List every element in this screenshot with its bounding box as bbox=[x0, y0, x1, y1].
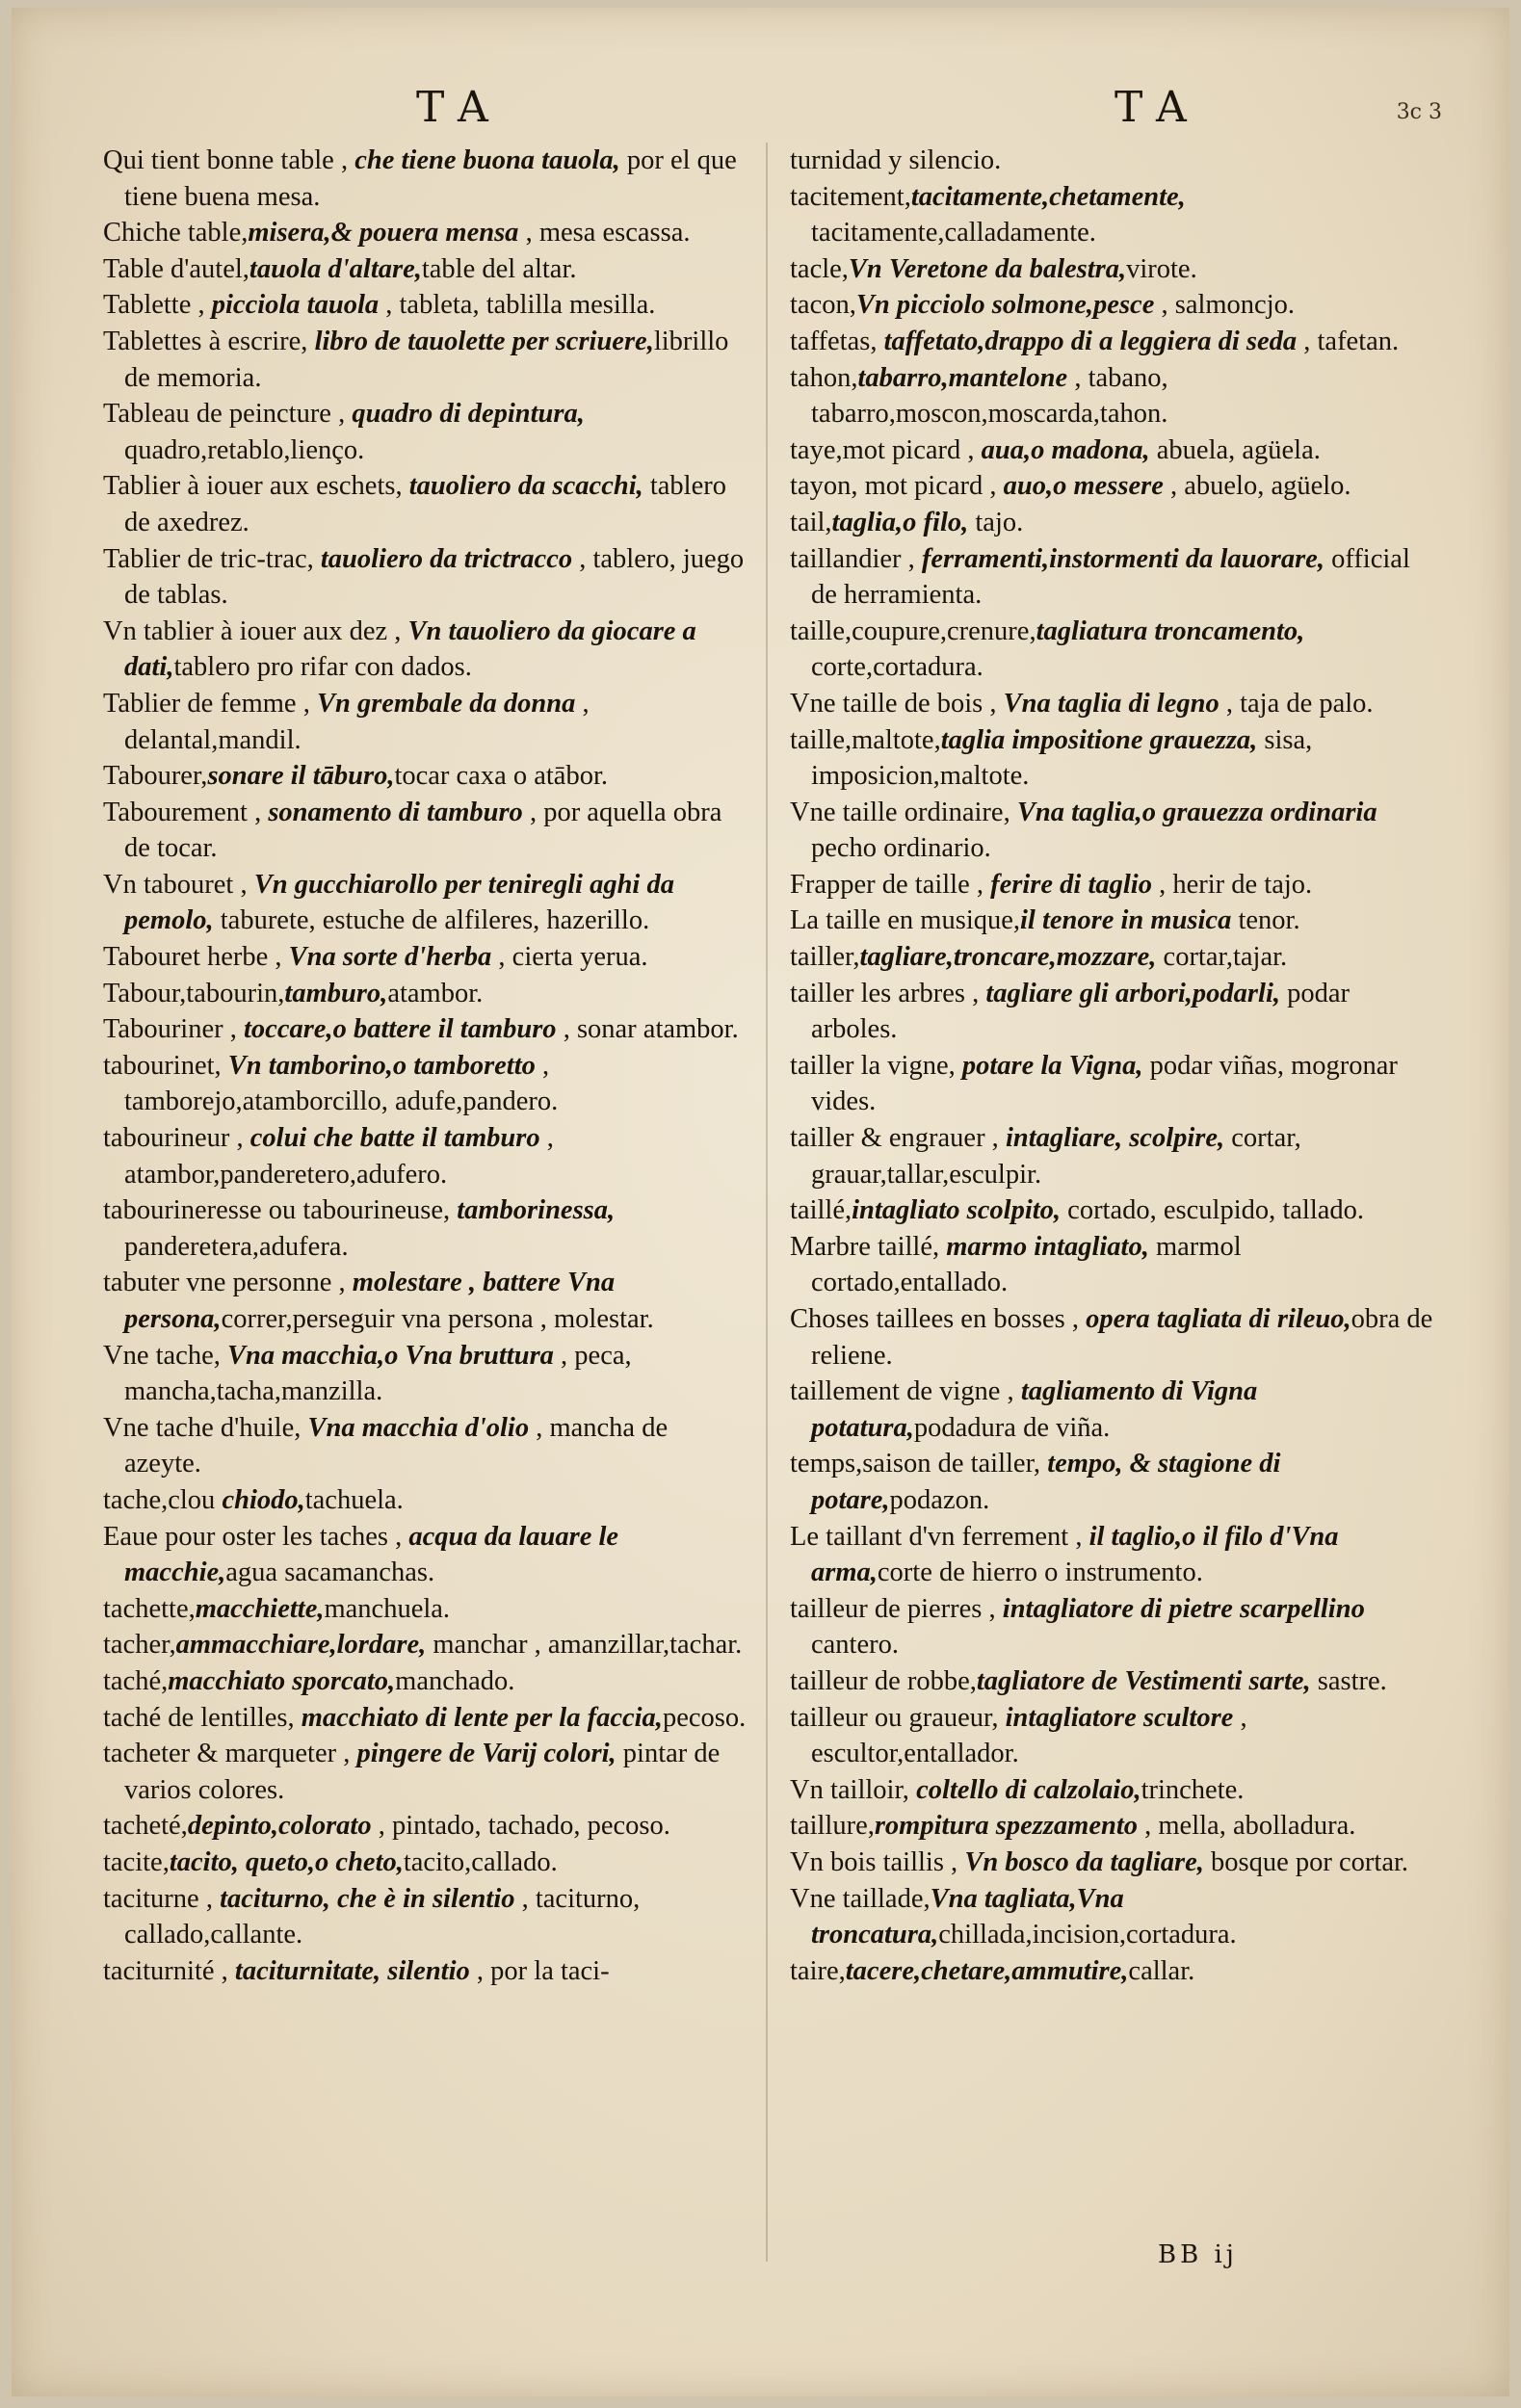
dictionary-entry bbox=[790, 1120, 1435, 1192]
entry-french: Vne tache d'huile, bbox=[103, 1412, 308, 1443]
entry-italian: rompitura spezzamento bbox=[874, 1811, 1139, 1842]
entry-spanish: agua sacamanchas. bbox=[225, 1557, 435, 1588]
entry-italian: tauoliero da scacchi, bbox=[408, 471, 643, 502]
entry-italian: sonamento di tamburo bbox=[268, 797, 523, 827]
entry-french: tacheté, bbox=[103, 1811, 188, 1842]
entry-italian: aua,o madona, bbox=[981, 434, 1150, 465]
entry-italian: opera tagliata di rileuo, bbox=[1086, 1304, 1351, 1334]
entry-french: Vne taillade, bbox=[790, 1883, 931, 1914]
entry-spanish: librillo de memoria. bbox=[124, 326, 729, 393]
entry-spanish: virote. bbox=[1126, 253, 1197, 284]
entry-french: taché, bbox=[103, 1665, 169, 1696]
entry-french: tacheter & marqueter , bbox=[103, 1739, 357, 1769]
dictionary-page bbox=[12, 8, 1509, 2396]
entry-spanish: pecoso. bbox=[662, 1702, 747, 1733]
entry-italian: sonare il tāburo, bbox=[207, 761, 395, 792]
entry-spanish: tocar caxa o atābor. bbox=[394, 761, 608, 792]
entry-spanish: cortar, grauar,tallar,esculpir. bbox=[811, 1123, 1301, 1190]
entry-spanish: , tamborejo,atamborcillo, adufe,pandero. bbox=[124, 1050, 559, 1117]
entry-french: Vn tabouret , bbox=[103, 869, 254, 900]
entry-italian: auo,o messere bbox=[1003, 471, 1164, 502]
entry-spanish: abuela, agüela. bbox=[1149, 434, 1321, 465]
entry-french: taille,coupure,crenure, bbox=[790, 615, 1036, 646]
dictionary-entry bbox=[103, 324, 748, 396]
signature-mark: BB ij bbox=[1158, 2240, 1238, 2269]
entry-spanish: , por la taci- bbox=[469, 1955, 610, 1986]
entry-french: tabuter vne personne , bbox=[103, 1268, 353, 1298]
dictionary-entry bbox=[103, 1845, 748, 1881]
entry-french: Tabouriner , bbox=[103, 1014, 244, 1045]
entry-spanish: , delantal,mandil. bbox=[124, 688, 590, 755]
entry-italian: tagliatore de Vestimenti sarte, bbox=[976, 1665, 1311, 1696]
entry-french: taillure, bbox=[790, 1811, 875, 1842]
entry-spanish: tajo. bbox=[968, 507, 1024, 537]
entry-spanish: , salmoncjo. bbox=[1154, 290, 1296, 321]
entry-french: Tabourer, bbox=[103, 761, 208, 792]
dictionary-entry bbox=[790, 1663, 1435, 1700]
entry-french: Vne taille ordinaire, bbox=[790, 797, 1017, 827]
entry-spanish: , taciturno, callado,callante. bbox=[124, 1883, 641, 1950]
entry-french: tacon, bbox=[790, 290, 856, 321]
entry-spanish: obra de reliene. bbox=[811, 1304, 1433, 1371]
entry-french: Tablettes à escrire, bbox=[103, 326, 315, 356]
entry-french: tahon, bbox=[790, 362, 858, 393]
entry-french: taché de lentilles, bbox=[103, 1702, 302, 1733]
entry-french: Vn tailloir, bbox=[790, 1774, 917, 1805]
entry-italian: intagliatore di pietre scarpellino bbox=[1002, 1593, 1365, 1624]
entry-spanish: podar arboles. bbox=[811, 978, 1351, 1045]
dictionary-entry bbox=[103, 867, 748, 939]
dictionary-entry bbox=[103, 1011, 748, 1048]
entry-french: Marbre taillé, bbox=[790, 1231, 947, 1262]
entry-spanish: cortar,tajar. bbox=[1156, 942, 1288, 973]
entry-french: Vn tablier à iouer aux dez , bbox=[103, 615, 408, 646]
entry-italian: Vn gucchiarollo per teniregli aghi da pemolo, bbox=[124, 869, 674, 936]
entry-italian: taciturno, che è in silentio bbox=[220, 1883, 515, 1914]
entry-french: taillement de vigne , bbox=[790, 1376, 1021, 1407]
entry-italian: tempo, & stagione di potare, bbox=[811, 1449, 1281, 1515]
entry-italian: Vn tamborino,o tamboretto bbox=[227, 1050, 536, 1081]
entry-french: tacitement, bbox=[790, 181, 911, 212]
entry-spanish: , escultor,entallador. bbox=[811, 1702, 1247, 1769]
entry-spanish: taburete, estuche de alfileres, hazerillo. bbox=[213, 905, 650, 936]
entry-italian: macchiato di lente per la faccia, bbox=[301, 1702, 663, 1733]
dictionary-entry bbox=[103, 1881, 748, 1953]
entry-spanish: atambor. bbox=[387, 978, 484, 1008]
entry-spanish: tablero pro rifar con dados. bbox=[173, 652, 472, 683]
dictionary-entry bbox=[790, 867, 1435, 903]
entry-french: Vn bois taillis , bbox=[790, 1846, 965, 1877]
entry-french: tailleur de pierres , bbox=[790, 1593, 1003, 1624]
entry-italian: pingere de Varij colori, bbox=[356, 1739, 616, 1769]
entry-italian: tabarro,mantelone bbox=[857, 362, 1068, 393]
dictionary-entry bbox=[790, 1374, 1435, 1446]
entry-french: Le taillant d'vn ferrement , bbox=[790, 1521, 1089, 1552]
entry-italian: tauoliero da trictracco bbox=[320, 543, 573, 574]
entry-french: Qui tient bonne table , bbox=[103, 145, 355, 175]
entry-italian: picciola tauola bbox=[211, 290, 380, 321]
entry-italian: Vn tauoliero da giocare a dati, bbox=[124, 615, 696, 683]
dictionary-entry bbox=[103, 1482, 748, 1519]
dictionary-entry bbox=[790, 505, 1435, 541]
dictionary-entry bbox=[103, 795, 748, 867]
dictionary-entry bbox=[790, 324, 1435, 360]
entry-italian: tagliare,troncare,mozzare, bbox=[859, 942, 1157, 973]
entry-french: Eaue pour oster les taches , bbox=[103, 1521, 409, 1552]
entry-french: tachette, bbox=[103, 1593, 196, 1624]
dictionary-entry bbox=[103, 1410, 748, 1482]
entry-french: Tablier à iouer aux eschets, bbox=[103, 471, 409, 502]
dictionary-entry bbox=[790, 976, 1435, 1048]
entry-spanish: corte,cortadura. bbox=[811, 652, 983, 683]
entry-french: taillandier , bbox=[790, 543, 922, 574]
entry-french: tailler la vigne, bbox=[790, 1050, 962, 1081]
entry-french: Tablier de tric-trac, bbox=[103, 543, 321, 574]
dictionary-entry bbox=[103, 287, 748, 324]
dictionary-entry bbox=[103, 468, 748, 540]
dictionary-entry bbox=[790, 722, 1435, 795]
entry-spanish: quadro,retablo,lienço. bbox=[124, 434, 365, 465]
entry-italian: tagliatura troncamento, bbox=[1036, 615, 1305, 646]
entry-spanish: , mesa escassa. bbox=[518, 218, 691, 249]
dictionary-entry bbox=[790, 939, 1435, 976]
entry-french: tailler & engrauer , bbox=[790, 1123, 1006, 1154]
entry-italian: tacitamente,chetamente, bbox=[910, 181, 1186, 212]
entry-italian: toccare,o battere il tamburo bbox=[244, 1014, 557, 1045]
entry-spanish: trinchete. bbox=[1141, 1774, 1245, 1805]
entry-spanish: tacito,callado. bbox=[403, 1846, 558, 1877]
entry-spanish: cortado, esculpido, tallado. bbox=[1061, 1195, 1365, 1226]
dictionary-entry bbox=[790, 686, 1435, 722]
dictionary-entry bbox=[103, 1265, 748, 1337]
entry-spanish: , tablero, juego de tablas. bbox=[124, 543, 745, 611]
entry-spanish: , herir de tajo. bbox=[1151, 869, 1313, 900]
entry-spanish: , mancha de azeyte. bbox=[124, 1412, 669, 1479]
entry-spanish: , atambor,panderetero,adufero. bbox=[124, 1123, 554, 1190]
left-column bbox=[103, 143, 748, 1989]
dictionary-entry bbox=[103, 143, 748, 215]
entry-italian: Vna macchia,o Vna bruttura bbox=[226, 1340, 554, 1371]
entry-spanish: , tafetan. bbox=[1297, 326, 1400, 356]
entry-french: Vne tache, bbox=[103, 1340, 227, 1371]
dictionary-entry bbox=[790, 1953, 1435, 1990]
dictionary-entry bbox=[790, 1845, 1435, 1881]
entry-french: tacite, bbox=[103, 1846, 170, 1877]
entry-spanish: callar. bbox=[1128, 1955, 1195, 1986]
entry-italian: Vna sorte d'herba bbox=[288, 942, 492, 973]
dictionary-entry bbox=[790, 1301, 1435, 1374]
entry-french: taciturne , bbox=[103, 1883, 221, 1914]
entry-spanish: por el que tiene buena mesa. bbox=[124, 145, 737, 212]
entry-french: taire, bbox=[790, 1955, 846, 1986]
entry-spanish: pecho ordinario. bbox=[811, 833, 991, 864]
dictionary-entry bbox=[103, 1192, 748, 1265]
entry-spanish: chillada,incision,cortadura. bbox=[938, 1920, 1237, 1950]
entry-spanish: panderetera,adufera. bbox=[124, 1231, 349, 1262]
entry-spanish: manchado. bbox=[395, 1665, 515, 1696]
entry-italian: quadro di depintura, bbox=[352, 399, 585, 430]
entry-italian: taglia,o filo, bbox=[831, 507, 969, 537]
page-number: 3c 3 bbox=[1396, 100, 1442, 124]
entry-italian: Vn bosco da tagliare, bbox=[964, 1846, 1204, 1877]
entry-french: Frapper de taille , bbox=[790, 869, 991, 900]
running-head-right: TA bbox=[1115, 83, 1202, 132]
column-divider bbox=[766, 143, 768, 2262]
entry-spanish: tablero de axedrez. bbox=[124, 471, 726, 537]
entry-italian: libro de tauolette per scriuere, bbox=[314, 326, 654, 356]
entry-french: temps,saison de tailler, bbox=[790, 1449, 1048, 1479]
dictionary-entry bbox=[790, 287, 1435, 324]
entry-italian: Vna tagliata,Vna troncatura, bbox=[811, 1883, 1124, 1950]
entry-french: taffetas, bbox=[790, 326, 884, 356]
dictionary-entry bbox=[790, 468, 1435, 505]
dictionary-entry bbox=[790, 1881, 1435, 1953]
entry-french: tailler, bbox=[790, 942, 860, 973]
dictionary-entry bbox=[103, 251, 748, 288]
entry-french: La taille en musique, bbox=[790, 905, 1021, 936]
entry-french: turnidad y silencio. bbox=[790, 145, 1002, 175]
entry-spanish: corte de hierro o instrumento. bbox=[877, 1557, 1203, 1588]
right-column bbox=[790, 143, 1435, 1989]
entry-italian: Vna taglia,o grauezza ordinaria bbox=[1016, 797, 1377, 827]
entry-spanish: podazon. bbox=[889, 1484, 990, 1515]
entry-french: tayon, mot picard , bbox=[790, 471, 1004, 502]
entry-spanish: pintar de varios colores. bbox=[124, 1739, 721, 1805]
entry-italian: il tenore in musica bbox=[1020, 905, 1232, 936]
entry-spanish: podadura de viña. bbox=[913, 1412, 1111, 1443]
entry-italian: ferire di taglio bbox=[990, 869, 1152, 900]
entry-italian: tamborinessa, bbox=[457, 1195, 616, 1226]
entry-french: Tableau de peincture , bbox=[103, 399, 353, 430]
dictionary-entry bbox=[103, 1953, 748, 1990]
dictionary-entry bbox=[790, 1591, 1435, 1663]
dictionary-entry bbox=[790, 360, 1435, 432]
entry-french: tabourinet, bbox=[103, 1050, 228, 1081]
entry-french: taciturnité , bbox=[103, 1955, 235, 1986]
entry-spanish: manchar , amanzillar,tachar. bbox=[426, 1630, 743, 1661]
entry-italian: Vn Veretone da balestra, bbox=[848, 253, 1127, 284]
entry-spanish: podar viñas, mogronar vides. bbox=[811, 1050, 1398, 1117]
entry-italian: marmo intagliato, bbox=[946, 1231, 1149, 1262]
entry-french: Tablette , bbox=[103, 290, 212, 321]
entry-spanish: tenor. bbox=[1231, 905, 1300, 936]
entry-spanish: official de herramienta. bbox=[811, 543, 1410, 611]
entry-italian: acqua da lauare le macchie, bbox=[124, 1521, 619, 1588]
dictionary-entry bbox=[103, 614, 748, 686]
entry-italian: macchiette, bbox=[195, 1593, 325, 1624]
entry-french: Tablier de femme , bbox=[103, 688, 317, 719]
entry-spanish: table del altar. bbox=[421, 253, 577, 284]
entry-italian: Vna taglia di legno bbox=[1003, 688, 1219, 719]
entry-italian: coltello di calzolaio, bbox=[916, 1774, 1141, 1805]
entry-french: tache,clou bbox=[103, 1484, 223, 1515]
dictionary-entry bbox=[790, 432, 1435, 469]
entry-spanish: , mella, abolladura. bbox=[1138, 1811, 1356, 1842]
dictionary-entry bbox=[103, 1591, 748, 1628]
entry-italian: tamburo, bbox=[284, 978, 388, 1008]
dictionary-entry bbox=[103, 1627, 748, 1663]
entry-italian: taglia impositione grauezza, bbox=[940, 724, 1258, 755]
entry-spanish: sisa, imposicion,maltote. bbox=[811, 724, 1313, 792]
entry-italian: depinto,colorato bbox=[187, 1811, 372, 1842]
entry-french: taye,mot picard , bbox=[790, 434, 982, 465]
dictionary-entry bbox=[103, 976, 748, 1012]
dictionary-entry bbox=[103, 1736, 748, 1808]
entry-italian: macchiato sporcato, bbox=[168, 1665, 396, 1696]
entry-italian: chiodo, bbox=[222, 1484, 305, 1515]
entry-spanish: , pintado, tachado, pecoso. bbox=[371, 1811, 670, 1842]
entry-french: tailleur ou graueur, bbox=[790, 1702, 1006, 1733]
entry-italian: intagliatore scultore bbox=[1005, 1702, 1234, 1733]
dictionary-entry bbox=[790, 1772, 1435, 1809]
entry-french: tailler les arbres , bbox=[790, 978, 986, 1008]
entry-spanish: correr,perseguir vna persona , molestar. bbox=[221, 1304, 654, 1334]
entry-italian: ammacchiare,lordare, bbox=[175, 1630, 427, 1661]
entry-french: Choses taillees en bosses , bbox=[790, 1304, 1087, 1334]
entry-french: tail, bbox=[790, 507, 832, 537]
entry-spanish: tacitamente,calladamente. bbox=[811, 218, 1096, 249]
dictionary-entry bbox=[790, 143, 1435, 179]
dictionary-entry bbox=[790, 541, 1435, 614]
entry-french: taille,maltote, bbox=[790, 724, 941, 755]
dictionary-entry bbox=[103, 1120, 748, 1192]
entry-french: tacle, bbox=[790, 253, 849, 284]
entry-french: Chiche table, bbox=[103, 218, 249, 249]
entry-italian: taffetato,drappo di a leggiera di seda bbox=[883, 326, 1298, 356]
dictionary-entry bbox=[103, 1338, 748, 1410]
dictionary-entry bbox=[103, 686, 748, 758]
entry-spanish: marmol cortado,entallado. bbox=[811, 1231, 1242, 1298]
dictionary-entry bbox=[103, 1663, 748, 1700]
dictionary-entry bbox=[790, 1808, 1435, 1845]
entry-french: Tabouret herbe , bbox=[103, 942, 289, 973]
entry-spanish: cantero. bbox=[811, 1630, 899, 1661]
entry-italian: tauola d'altare, bbox=[249, 253, 422, 284]
entry-french: tacher, bbox=[103, 1630, 176, 1661]
entry-french: Vne taille de bois , bbox=[790, 688, 1004, 719]
entry-spanish: , taja de palo. bbox=[1219, 688, 1374, 719]
entry-french: tailleur de robbe, bbox=[790, 1665, 977, 1696]
entry-spanish: , cierta yerua. bbox=[491, 942, 648, 973]
dictionary-entry bbox=[790, 795, 1435, 867]
dictionary-entry bbox=[103, 1808, 748, 1845]
dictionary-entry bbox=[790, 1048, 1435, 1120]
dictionary-entry bbox=[790, 614, 1435, 686]
entry-french: taillé, bbox=[790, 1195, 852, 1226]
entry-italian: tagliamento di Vigna potatura, bbox=[811, 1376, 1258, 1443]
entry-italian: il taglio,o il filo d'Vna arma, bbox=[811, 1521, 1339, 1588]
entry-italian: tagliare gli arbori,podarli, bbox=[985, 978, 1280, 1008]
entry-spanish: , peca, mancha,tacha,manzilla. bbox=[124, 1340, 632, 1407]
dictionary-entry bbox=[103, 1700, 748, 1737]
entry-italian: potare la Vigna, bbox=[961, 1050, 1143, 1081]
dictionary-entry bbox=[103, 939, 748, 976]
dictionary-entry bbox=[103, 541, 748, 614]
entry-italian: tacere,chetare,ammutire, bbox=[845, 1955, 1129, 1986]
entry-spanish: , tabano, tabarro,moscon,moscarda,tahon. bbox=[811, 362, 1168, 430]
dictionary-entry bbox=[103, 396, 748, 468]
entry-italian: taciturnitate, silentio bbox=[234, 1955, 470, 1986]
entry-spanish: , por aquella obra de tocar. bbox=[124, 797, 722, 864]
entry-italian: intagliare, scolpire, bbox=[1005, 1123, 1225, 1154]
entry-italian: colui che batte il tamburo bbox=[249, 1123, 540, 1154]
dictionary-entry bbox=[790, 1700, 1435, 1772]
entry-italian: tacito, queto,o cheto, bbox=[169, 1846, 404, 1877]
entry-italian: molestare , battere Vna persona, bbox=[124, 1268, 616, 1334]
entry-french: Tabourement , bbox=[103, 797, 269, 827]
entry-french: Table d'autel, bbox=[103, 253, 249, 284]
dictionary-entry bbox=[790, 179, 1435, 251]
dictionary-entry bbox=[103, 215, 748, 251]
entry-spanish: , abuelo, agüelo. bbox=[1163, 471, 1351, 502]
entry-italian: Vna macchia d'olio bbox=[307, 1412, 530, 1443]
entry-spanish: tachuela. bbox=[304, 1484, 404, 1515]
entry-italian: intagliato scolpito, bbox=[852, 1195, 1062, 1226]
entry-italian: Vn picciolo solmone,pesce bbox=[855, 290, 1155, 321]
entry-italian: ferramenti,instormenti da lauorare, bbox=[921, 543, 1324, 574]
entry-spanish: sastre. bbox=[1310, 1665, 1387, 1696]
entry-spanish: , tableta, tablilla mesilla. bbox=[379, 290, 656, 321]
entry-italian: Vn grembale da donna bbox=[316, 688, 576, 719]
dictionary-entry bbox=[103, 758, 748, 795]
dictionary-entry bbox=[790, 1446, 1435, 1518]
running-head-left: TA bbox=[416, 83, 504, 132]
entry-spanish: bosque por cortar. bbox=[1203, 1846, 1409, 1877]
entry-italian: misera,& pouera mensa bbox=[248, 218, 519, 249]
dictionary-entry bbox=[790, 251, 1435, 288]
entry-spanish: manchuela. bbox=[324, 1593, 451, 1624]
dictionary-entry bbox=[790, 1229, 1435, 1301]
dictionary-entry bbox=[103, 1048, 748, 1120]
dictionary-entry bbox=[103, 1519, 748, 1591]
dictionary-entry bbox=[790, 1519, 1435, 1591]
entry-spanish: , sonar atambor. bbox=[556, 1014, 739, 1045]
entry-french: Tabour,tabourin, bbox=[103, 978, 285, 1008]
dictionary-entry bbox=[790, 903, 1435, 939]
entry-italian: che tiene buona tauola, bbox=[354, 145, 620, 175]
entry-french: tabourineresse ou tabourineuse, bbox=[103, 1195, 458, 1226]
entry-french: tabourineur , bbox=[103, 1123, 250, 1154]
dictionary-entry bbox=[790, 1192, 1435, 1229]
